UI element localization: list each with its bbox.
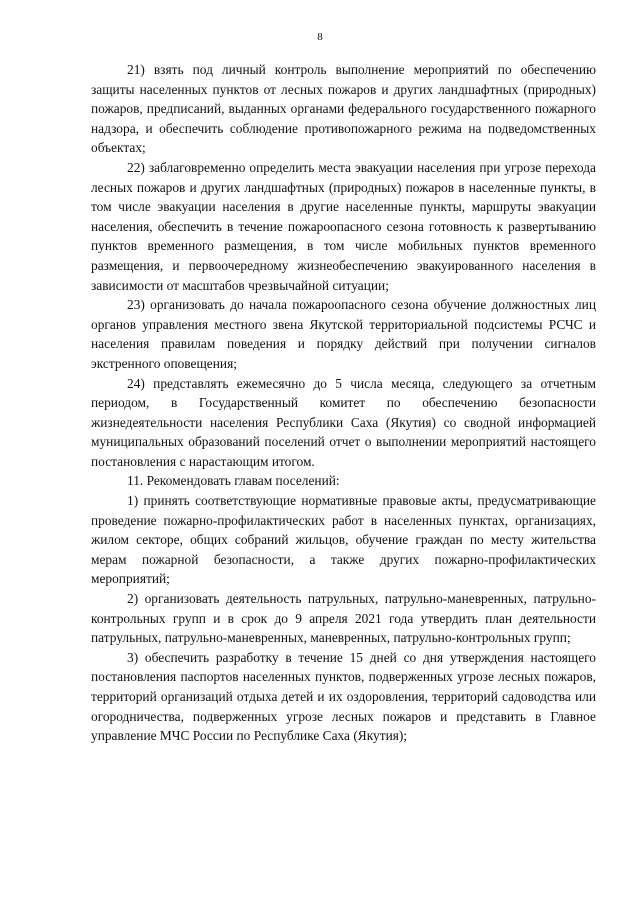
page-number: 8 xyxy=(317,31,323,43)
paragraph-item-23: 23) организовать до начала пожароопасного сезона обучение должностных лиц органов управления местного звена Якутской территориальной подсистемы РСЧС и населения правилам поведения и порядку действий при получении сигналов экстренного оповещения; xyxy=(91,297,596,371)
paragraph-item-2: 2) организовать деятельность патрульных, патрульно-маневренных, патрульно-контрольных групп и в срок до 9 апреля 2021 года утвердить план деятельности патрульных, патрульно-маневренных, маневренных, патрульно-контрольных групп; xyxy=(91,591,596,646)
paragraph-item-21: 21) взять под личный контроль выполнение мероприятий по обеспечению защиты населенных пунктов от лесных пожаров и других ландшафтных (природных) пожаров, предписаний, выданных органами федерального государственного пожарного надзора, и обеспечить соблюдение противопожарного режима на подведомственных объектах; xyxy=(91,62,596,156)
section-heading-11: 11. Рекомендовать главам поселений: xyxy=(127,473,340,489)
paragraph-item-22: 22) заблаговременно определить места эвакуации населения при угрозе перехода лесных пожаров и других ландшафтных (природных) пожаров в населенные пункты, в том числе эвакуации населения в другие населенные пункты, маршруты эвакуации населения, обеспечить в течение пожароопасного сезона готовность к развертыванию пунктов временного размещения, в том числе мобильных пунктов временного размещения, и первоочередному жизнеобеспечению эвакуированного населения в зависимости от масштабов чрезвычайной ситуации; xyxy=(91,159,596,293)
paragraph-item-1: 1) принять соответствующие нормативные правовые акты, предусматривающие проведение пожарно-профилактических работ в населенных пунктах, организациях, жилом секторе, общих собраний жильцов, обучение граждан по месту жительства мерам пожарной безопасности, а также других пожарно-профилактических мероприятий; xyxy=(91,493,596,587)
document-body xyxy=(91,60,596,746)
paragraph-item-3: 3) обеспечить разработку в течение 15 дней со дня утверждения настоящего постановления паспортов населенных пунктов, подверженных угрозе лесных пожаров, территорий организаций отдыха детей и их оздоровления, территорий садоводства или огородничества, подверженных угрозе лесных пожаров и представить в Главное управление МЧС России по Республике Саха (Якутия); xyxy=(91,649,596,744)
paragraph-item-24: 24) представлять ежемесячно до 5 числа месяца, следующего за отчетным периодом, в Государственный комитет по обеспечению безопасности жизнедеятельности населения Республики Саха (Якутия) со сводной информацией муниципальных образований поселений отчет о выполнении мероприятий настоящего постановления с нарастающим итогом. xyxy=(91,375,596,469)
